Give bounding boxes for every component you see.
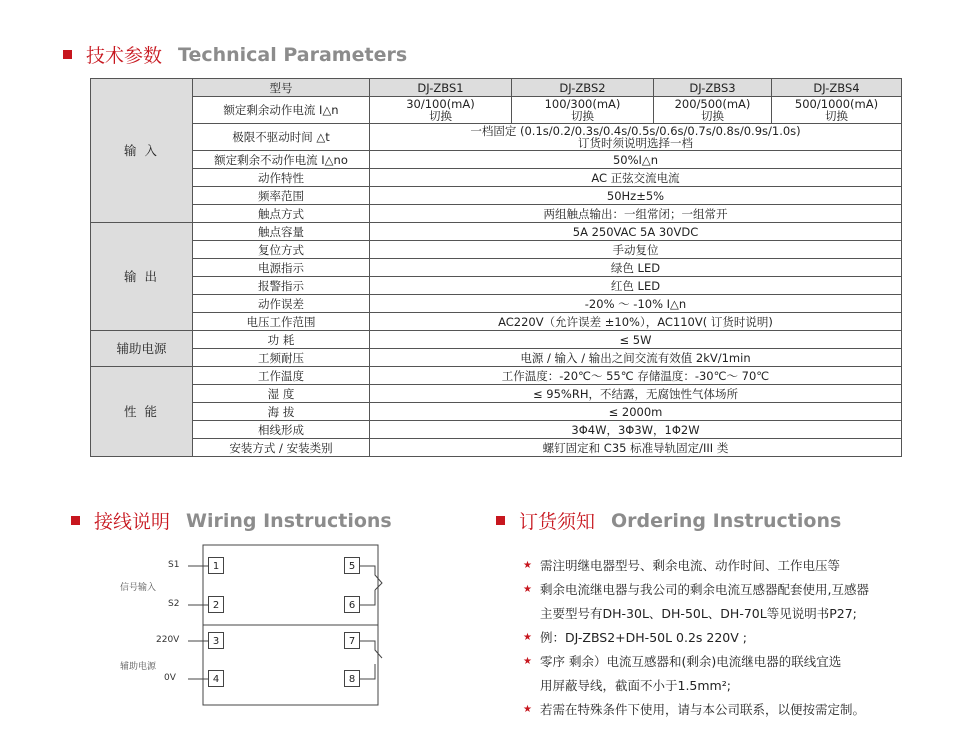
wiring-diagram bbox=[90, 540, 420, 710]
terminal-5: 5 bbox=[344, 557, 360, 574]
cell-value: 一档固定 (0.1s/0.2/0.3s/0.4s/0.5s/0.6s/0.7s/0.8s/0.9s/1.0s) 订货时须说明选择一档 bbox=[370, 124, 902, 151]
table-row bbox=[91, 223, 902, 241]
section-title-ordering bbox=[496, 507, 841, 534]
group-aux-power: 辅助电源 bbox=[91, 331, 193, 367]
row-label: 额定剩余动作电流 I△n bbox=[193, 97, 370, 124]
cell-value: 红色 LED bbox=[370, 277, 902, 295]
header-model: DJ-ZBS4 bbox=[772, 79, 902, 97]
row-label: 相线形成 bbox=[193, 421, 370, 439]
star-icon: ★ bbox=[523, 656, 532, 667]
wiring-lines bbox=[90, 540, 420, 710]
row-label: 功 耗 bbox=[193, 331, 370, 349]
row-label: 报警指示 bbox=[193, 277, 370, 295]
cell-value: 手动复位 bbox=[370, 241, 902, 259]
cell-value: 两组触点输出：一组常闭；一组常开 bbox=[370, 205, 902, 223]
table-row bbox=[91, 421, 902, 439]
cell-value: 绿色 LED bbox=[370, 259, 902, 277]
cell-value: 50%I△n bbox=[370, 151, 902, 169]
ordering-list bbox=[523, 554, 943, 722]
list-item: ★ 例：DJ-ZBS2+DH-50L 0.2s 220V ; bbox=[523, 626, 943, 650]
cell-value: 200/500(mA) 切换 bbox=[654, 97, 772, 124]
bullet-square-icon bbox=[71, 516, 80, 525]
row-label: 极限不驱动时间 △t bbox=[193, 124, 370, 151]
terminal-1: 1 bbox=[208, 557, 224, 574]
table-row bbox=[91, 205, 902, 223]
cell-value: ≤ 5W bbox=[370, 331, 902, 349]
pin-label-0v: 0V bbox=[164, 673, 176, 683]
row-label: 电源指示 bbox=[193, 259, 370, 277]
terminal-4: 4 bbox=[208, 670, 224, 687]
cell-value: ≤ 2000m bbox=[370, 403, 902, 421]
table-row bbox=[91, 124, 902, 151]
table-row bbox=[91, 277, 902, 295]
table-row bbox=[91, 349, 902, 367]
cell-value: -20% ～ -10% I△n bbox=[370, 295, 902, 313]
section-title-en: Wiring Instructions bbox=[186, 509, 392, 532]
list-item: ★ 零序 剩余）电流互感器和(剩余)电流继电器的联线宜选 用屏蔽导线，截面不小于1.5mm²; bbox=[523, 650, 943, 698]
group-input: 输 入 bbox=[91, 79, 193, 223]
cell-value: 500/1000(mA) 切换 bbox=[772, 97, 902, 124]
group-performance: 性 能 bbox=[91, 367, 193, 457]
row-label: 触点容量 bbox=[193, 223, 370, 241]
row-label: 复位方式 bbox=[193, 241, 370, 259]
group-output: 输 出 bbox=[91, 223, 193, 331]
terminal-6: 6 bbox=[344, 596, 360, 613]
cell-value: 5A 250VAC 5A 30VDC bbox=[370, 223, 902, 241]
row-label: 触点方式 bbox=[193, 205, 370, 223]
star-icon: ★ bbox=[523, 632, 532, 643]
cell-value: 30/100(mA) 切换 bbox=[370, 97, 512, 124]
aux-power-label: 辅助电源 bbox=[120, 662, 157, 672]
pin-label-s2: S2 bbox=[168, 599, 180, 609]
table-row bbox=[91, 403, 902, 421]
header-model: DJ-ZBS2 bbox=[512, 79, 654, 97]
bullet-square-icon bbox=[63, 50, 72, 59]
cell-value: 螺钉固定和 C35 标准导轨固定/III 类 bbox=[370, 439, 902, 457]
header-model: DJ-ZBS1 bbox=[370, 79, 512, 97]
table-row bbox=[91, 187, 902, 205]
pin-label-s1: S1 bbox=[168, 560, 180, 570]
star-icon: ★ bbox=[523, 704, 532, 715]
cell-value: AC 正弦交流电流 bbox=[370, 169, 902, 187]
cell-value: 3Φ4W，3Φ3W，1Φ2W bbox=[370, 421, 902, 439]
table-row bbox=[91, 385, 902, 403]
parameters-table bbox=[90, 78, 902, 457]
signal-input-label: 信号输入 bbox=[120, 583, 157, 593]
terminal-8: 8 bbox=[344, 670, 360, 687]
cell-value: 工作温度：-20℃～ 55℃ 存储温度：-30℃～ 70℃ bbox=[370, 367, 902, 385]
section-title-params bbox=[63, 41, 407, 68]
star-icon: ★ bbox=[523, 584, 532, 595]
row-label: 工频耐压 bbox=[193, 349, 370, 367]
list-item: ★ 若需在特殊条件下使用，请与本公司联系，以便按需定制。 bbox=[523, 698, 943, 722]
table-row bbox=[91, 241, 902, 259]
section-title-en: Ordering Instructions bbox=[611, 509, 842, 532]
section-title-cn: 技术参数 bbox=[86, 45, 163, 67]
table-row bbox=[91, 439, 902, 457]
pin-label-220v: 220V bbox=[156, 635, 180, 645]
table-row bbox=[91, 151, 902, 169]
cell-value: AC220V（允许误差 ±10%），AC110V( 订货时说明) bbox=[370, 313, 902, 331]
list-item: ★ 剩余电流继电器与我公司的剩余电流互感器配套使用,互感器 主要型号有DH-30L、DH-50L、DH-70L等见说明书P27; bbox=[523, 578, 943, 626]
table-row bbox=[91, 331, 902, 349]
table-row bbox=[91, 259, 902, 277]
table-row bbox=[91, 295, 902, 313]
table-row bbox=[91, 367, 902, 385]
table-row bbox=[91, 313, 902, 331]
star-icon: ★ bbox=[523, 560, 532, 571]
row-label: 湿 度 bbox=[193, 385, 370, 403]
section-title-wiring bbox=[71, 507, 392, 534]
cell-value: 100/300(mA) 切换 bbox=[512, 97, 654, 124]
row-label: 电压工作范围 bbox=[193, 313, 370, 331]
row-label: 动作误差 bbox=[193, 295, 370, 313]
header-model: DJ-ZBS3 bbox=[654, 79, 772, 97]
section-title-cn: 订货须知 bbox=[519, 511, 596, 533]
header-model-label: 型号 bbox=[193, 79, 370, 97]
row-label: 频率范围 bbox=[193, 187, 370, 205]
terminal-3: 3 bbox=[208, 632, 224, 649]
cell-value: 电源 / 输入 / 输出之间交流有效值 2kV/1min bbox=[370, 349, 902, 367]
section-title-cn: 接线说明 bbox=[94, 511, 171, 533]
row-label: 额定剩余不动作电流 I△no bbox=[193, 151, 370, 169]
table-row bbox=[91, 169, 902, 187]
row-label: 工作温度 bbox=[193, 367, 370, 385]
row-label: 安装方式 / 安装类别 bbox=[193, 439, 370, 457]
cell-value: 50Hz±5% bbox=[370, 187, 902, 205]
list-item: ★ 需注明继电器型号、剩余电流、动作时间、工作电压等 bbox=[523, 554, 943, 578]
terminal-7: 7 bbox=[344, 632, 360, 649]
terminal-2: 2 bbox=[208, 596, 224, 613]
row-label: 海 拔 bbox=[193, 403, 370, 421]
row-label: 动作特性 bbox=[193, 169, 370, 187]
bullet-square-icon bbox=[496, 516, 505, 525]
cell-value: ≤ 95%RH，不结露，无腐蚀性气体场所 bbox=[370, 385, 902, 403]
table-row bbox=[91, 97, 902, 124]
table-header-row bbox=[91, 79, 902, 97]
section-title-en: Technical Parameters bbox=[178, 43, 408, 66]
